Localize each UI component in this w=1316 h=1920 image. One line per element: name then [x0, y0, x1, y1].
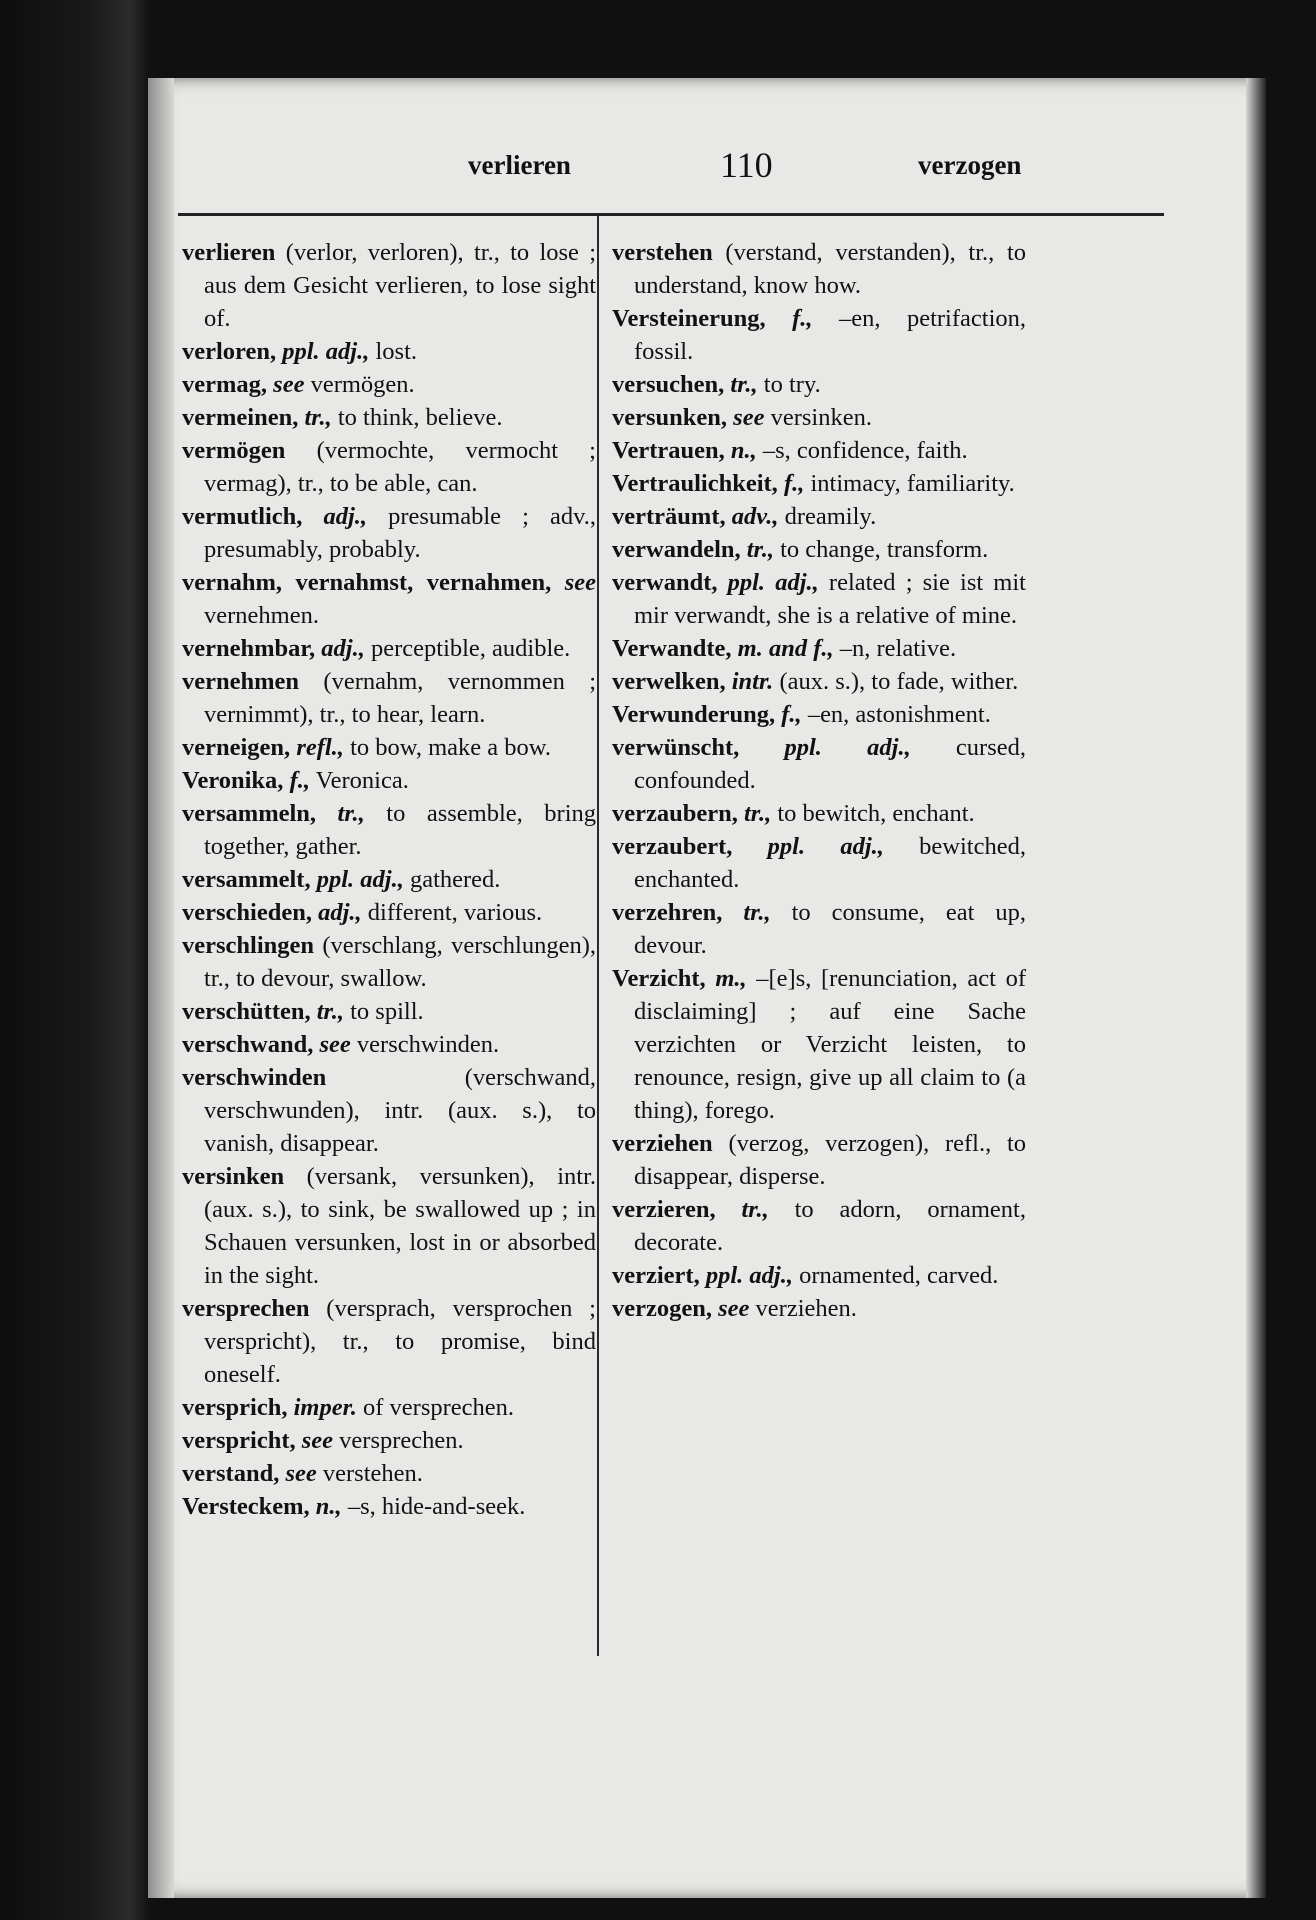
- dictionary-entry: Vertrauen, n., –s, confidence, faith.: [612, 437, 968, 464]
- dictionary-entry: verwünscht, ppl. adj., cursed, confounded.: [612, 734, 1026, 794]
- dictionary-entry: verzieren, tr., to adorn, ornament, decorate.: [612, 1196, 1026, 1256]
- dictionary-entry: verlieren (verlor, verloren), tr., to lose ; aus dem Gesicht verlieren, to lose sight of.: [182, 239, 596, 332]
- dictionary-entry: verstand, see verstehen.: [182, 1460, 423, 1487]
- dictionary-entry: Veronika, f., Veronica.: [182, 767, 409, 794]
- dictionary-entry: verspricht, see versprechen.: [182, 1427, 464, 1454]
- dictionary-entry: verwandt, ppl. adj., related ; sie ist mit mir verwandt, she is a relative of mine.: [612, 569, 1026, 629]
- dictionary-entry: vernahm, vernahmst, vernahmen, see vernehmen.: [182, 569, 596, 629]
- dictionary-entry: Verwunderung, f., –en, astonishment.: [612, 701, 991, 728]
- dictionary-entry: versammelt, ppl. adj., gathered.: [182, 866, 501, 893]
- dictionary-entry: verzogen, see verziehen.: [612, 1295, 857, 1322]
- dictionary-entry: versinken (versank, versunken), intr. (aux. s.), to sink, be swallowed up ; in Schauen versunken, lost in or absorbed in the sight.: [182, 1163, 596, 1289]
- page-edge-shadow: [1246, 78, 1266, 1898]
- running-head-left: verlieren: [468, 150, 571, 180]
- dictionary-entry: verwelken, intr. (aux. s.), to fade, wither.: [612, 668, 1019, 695]
- dictionary-entry: Versteckem, n., –s, hide-and-seek.: [182, 1493, 526, 1520]
- dictionary-entry: Vertraulichkeit, f., intimacy, familiarity.: [612, 470, 1015, 497]
- dictionary-entry: versprechen (versprach, versprochen ; verspricht), tr., to promise, bind oneself.: [182, 1295, 596, 1388]
- dictionary-entry: vermag, see vermögen.: [182, 371, 415, 398]
- dictionary-entry: verschlingen (verschlang, verschlungen), tr., to devour, swallow.: [182, 932, 596, 992]
- header-rule: [178, 213, 1164, 216]
- dictionary-entry: versunken, see versinken.: [612, 404, 872, 431]
- dictionary-entry: versuchen, tr., to try.: [612, 371, 821, 398]
- dictionary-entry: vernehmen (vernahm, vernommen ; vernimmt), tr., to hear, learn.: [182, 668, 596, 728]
- dictionary-entry: verziert, ppl. adj., ornamented, carved.: [612, 1262, 999, 1289]
- dictionary-entry: verschwand, see verschwinden.: [182, 1031, 500, 1058]
- dictionary-entry: verschieden, adj., different, various.: [182, 899, 543, 926]
- page-number: 110: [720, 145, 773, 185]
- dictionary-entry: verneigen, refl., to bow, make a bow.: [182, 734, 552, 761]
- dictionary-entry: vermutlich, adj., presumable ; adv., presumably, probably.: [182, 503, 596, 563]
- left-column: [182, 236, 596, 1523]
- dictionary-entry: verziehen (verzog, verzogen), refl., to disappear, disperse.: [612, 1130, 1026, 1190]
- dictionary-entry: verschwinden (verschwand, verschwunden), intr. (aux. s.), to vanish, disappear.: [182, 1064, 596, 1157]
- dictionary-entry: verträumt, adv., dreamily.: [612, 503, 877, 530]
- page-gutter-shadow: [148, 78, 174, 1898]
- dictionary-entry: Verwandte, m. and f., –n, relative.: [612, 635, 957, 662]
- dictionary-entry: vermögen (vermochte, vermocht ; vermag), tr., to be able, can.: [182, 437, 596, 497]
- dictionary-entry: versammeln, tr., to assemble, bring together, gather.: [182, 800, 596, 860]
- column-divider: [597, 216, 599, 1656]
- running-head-right: verzogen: [918, 150, 1022, 180]
- dictionary-entry: versprich, imper. of versprechen.: [182, 1394, 515, 1421]
- dictionary-entry: verschütten, tr., to spill.: [182, 998, 424, 1025]
- dictionary-entry: verzehren, tr., to consume, eat up, devour.: [612, 899, 1026, 959]
- dictionary-entry: Verzicht, m., –[e]s, [renunciation, act of disclaiming] ; auf eine Sache verzichten or Verzicht leisten, to renounce, resign, give up all claim to (a thing), forego.: [612, 965, 1026, 1124]
- running-head: [148, 145, 1266, 190]
- dictionary-entry: verloren, ppl. adj., lost.: [182, 338, 418, 365]
- dictionary-entry: verzaubert, ppl. adj., bewitched, enchanted.: [612, 833, 1026, 893]
- dictionary-entry: verstehen (verstand, verstanden), tr., to understand, know how.: [612, 239, 1026, 299]
- dictionary-entry: Versteinerung, f., –en, petrifaction, fossil.: [612, 305, 1026, 365]
- dictionary-entry: verzaubern, tr., to bewitch, enchant.: [612, 800, 975, 827]
- right-column: [612, 236, 1026, 1325]
- dictionary-entry: vermeinen, tr., to think, believe.: [182, 404, 503, 431]
- dictionary-entry: verwandeln, tr., to change, transform.: [612, 536, 989, 563]
- dictionary-entry: vernehmbar, adj., perceptible, audible.: [182, 635, 571, 662]
